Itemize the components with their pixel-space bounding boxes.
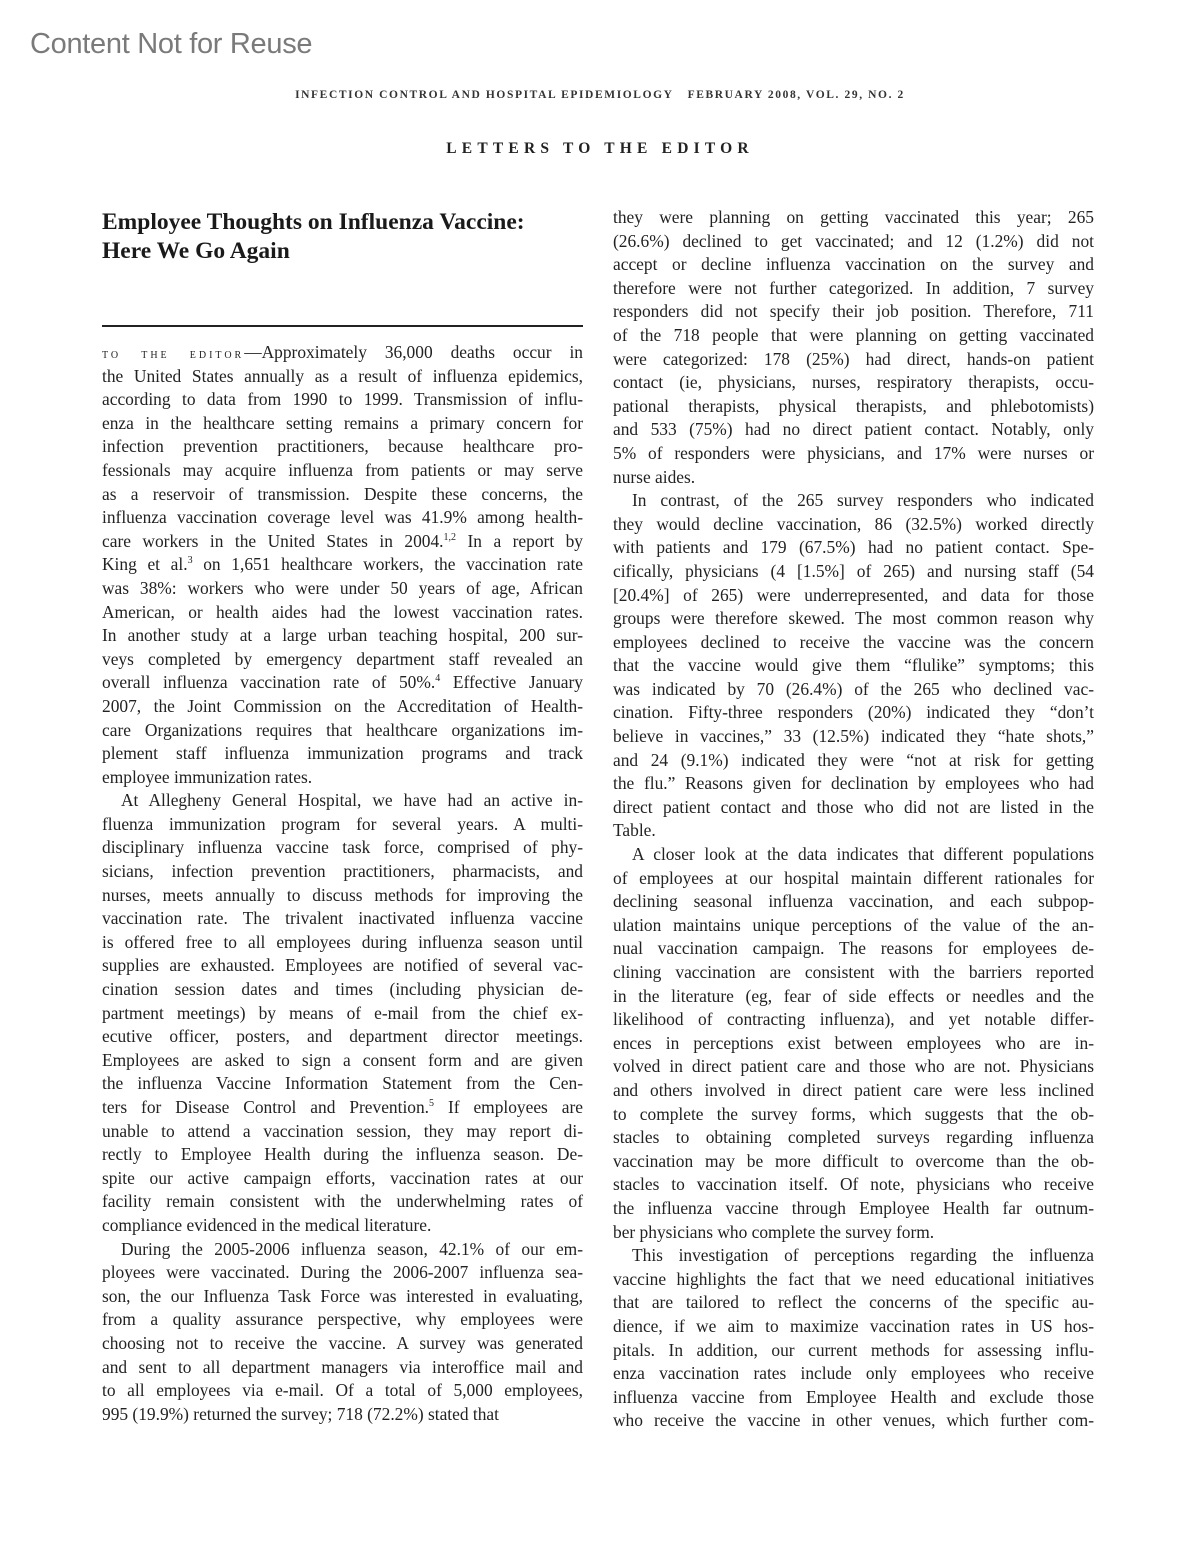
- text-line-content: pational therapists, physical therapists, and phlebotomists): [613, 395, 1094, 416]
- text-line-content: King et al.: [102, 554, 188, 575]
- text-line: [613, 1032, 1094, 1056]
- article-title-line-1: Employee Thoughts on Influenza Vaccine:: [102, 209, 525, 235]
- journal-name: INFECTION CONTROL AND HOSPITAL EPIDEMIOLOGY: [295, 89, 674, 101]
- text-line: [102, 954, 583, 978]
- text-line: [102, 719, 583, 743]
- text-line-content: employee immunization rates.: [102, 766, 313, 787]
- text-line: [613, 253, 1094, 277]
- text-line-content: facility remain consistent with the underwhelming rates of: [102, 1191, 583, 1212]
- text-line-content: and 24 (9.1%) indicated they were “not at risk for getting: [613, 749, 1094, 770]
- text-line-content: ences in perceptions exist between employees who are in-: [613, 1032, 1094, 1053]
- text-line-content: influenza vaccination coverage level was 41.9% among health-: [102, 507, 583, 528]
- text-line: [102, 1049, 583, 1073]
- text-line: [613, 371, 1094, 395]
- text-line-content: supplies are exhausted. Employees are notified of several vac-: [102, 955, 583, 976]
- text-line: [102, 766, 583, 790]
- text-line: [102, 624, 583, 648]
- text-line-content: choosing not to receive the vaccine. A survey was generated: [102, 1332, 583, 1353]
- text-line-content: A closer look at the data indicates that different populations: [632, 844, 1094, 865]
- text-line: [613, 1362, 1094, 1386]
- text-line-content: the influenza Vaccine Information Statement from the Cen-: [102, 1073, 583, 1094]
- text-line-content: of employees at our hospital maintain different rationales for: [613, 867, 1094, 888]
- text-line-content: Table.: [613, 820, 656, 841]
- text-line: [613, 584, 1094, 608]
- text-line-content: accept or decline influenza vaccination on the survey and: [613, 254, 1094, 275]
- text-line: [102, 1261, 583, 1285]
- text-line: [613, 489, 1094, 513]
- text-line: [613, 418, 1094, 442]
- text-line: [613, 300, 1094, 324]
- section-title: LETTERS TO THE EDITOR: [446, 140, 754, 157]
- text-line: [102, 577, 583, 601]
- text-line-content: 995 (19.9%) returned the survey; 718 (72.2%) stated that: [102, 1403, 499, 1424]
- text-line-content: they would decline vaccination, 86 (32.5%) worked directly: [613, 513, 1094, 534]
- text-line-content: stacles to obtaining completed surveys regarding influenza: [613, 1127, 1094, 1148]
- text-line: [613, 819, 1094, 843]
- text-line: [102, 553, 583, 577]
- text-line: [102, 1096, 583, 1120]
- text-line-content: groups were therefore skewed. The most common reason why: [613, 608, 1094, 629]
- left-column: [102, 341, 583, 1426]
- text-line-content: dience, if we aim to maximize vaccination rates in US hos-: [613, 1315, 1094, 1336]
- text-line: [102, 483, 583, 507]
- text-line: [102, 742, 583, 766]
- text-line: [102, 1167, 583, 1191]
- text-line: [613, 1339, 1094, 1363]
- text-line: [613, 466, 1094, 490]
- text-line-content: direct patient contact and those who did not are listed in the: [613, 796, 1094, 817]
- text-line: [102, 601, 583, 625]
- text-line-content: fessionals may acquire influenza from patients or may serve: [102, 459, 583, 480]
- text-line: [102, 1308, 583, 1332]
- text-line: [613, 1244, 1094, 1268]
- text-line: [102, 530, 583, 554]
- text-line-content: ployees were vaccinated. During the 2006-2007 influenza sea-: [102, 1262, 583, 1283]
- text-line: [613, 1008, 1094, 1032]
- text-line-content: [20.4%] of 265) were underrepresented, and data for those: [613, 584, 1094, 605]
- text-line-content: disciplinary influenza vaccine task force, comprised of phy-: [102, 837, 583, 858]
- text-line-content: vaccination may be more difficult to overcome than the ob-: [613, 1150, 1094, 1171]
- text-line-content: American, or health aides had the lowest vaccination rates.: [102, 601, 583, 622]
- text-line: [613, 560, 1094, 584]
- text-line: [102, 884, 583, 908]
- text-line-content: ecutive officer, posters, and department director meetings.: [102, 1026, 583, 1047]
- text-line-content: cifically, physicians (4 [1.5%] of 265) and nursing staff (54: [613, 560, 1094, 581]
- text-line: [613, 395, 1094, 419]
- text-line-content: nurse aides.: [613, 466, 696, 487]
- text-line-content: enza vaccination rates include only employees who receive: [613, 1363, 1094, 1384]
- text-line: [613, 1291, 1094, 1315]
- article-title-line-2: Here We Go Again: [102, 238, 290, 264]
- text-line-content: that are tailored to reflect the concerns of the specific au-: [613, 1292, 1094, 1313]
- text-line: [102, 1332, 583, 1356]
- text-line: [102, 907, 583, 931]
- text-line-content: the influenza vaccine through Employee Health far outnum-: [613, 1197, 1094, 1218]
- text-line-content: Employees are asked to sign a consent form and are given: [102, 1049, 583, 1070]
- text-line-content: If employees are: [434, 1097, 583, 1117]
- watermark: Content Not for Reuse: [30, 28, 313, 60]
- text-line: [613, 1126, 1094, 1150]
- text-line-content: care Organizations requires that healthcare organizations im-: [102, 719, 583, 740]
- text-line-content: partment meetings) by means of e-mail from the chief ex-: [102, 1002, 583, 1023]
- text-line-content: they were planning on getting vaccinated this year; 265: [613, 207, 1094, 227]
- text-line: [102, 671, 583, 695]
- text-line-content: rectly to Employee Health during the influenza season. De-: [102, 1144, 583, 1165]
- text-line: [613, 536, 1094, 560]
- text-line: [102, 1285, 583, 1309]
- text-line-content: to all employees via e-mail. Of a total of 5,000 employees,: [102, 1380, 583, 1401]
- text-line-content: enza in the healthcare setting remains a primary concern for: [102, 412, 583, 433]
- text-line-content: sicians, infection prevention practitioners, pharmacists, and: [102, 861, 583, 882]
- text-line: [613, 230, 1094, 254]
- text-line: [613, 348, 1094, 372]
- text-line-content: In contrast, of the 265 survey responders who indicated: [632, 490, 1094, 511]
- text-line: [613, 796, 1094, 820]
- citation-superscript: 3: [187, 555, 193, 567]
- text-line: [102, 1214, 583, 1238]
- text-line-content: During the 2005-2006 influenza season, 42.1% of our em-: [121, 1238, 583, 1259]
- text-line-content: declining seasonal influenza vaccination, and each subpop-: [613, 891, 1094, 912]
- text-line: [102, 1120, 583, 1144]
- text-line-content: son, the our Influenza Task Force was interested in evaluating,: [102, 1285, 583, 1306]
- text-line-content: according to data from 1990 to 1999. Transmission of influ-: [102, 389, 583, 410]
- text-line: [613, 1150, 1094, 1174]
- text-line-content: 5% of responders were physicians, and 17% were nurses or: [613, 442, 1094, 463]
- issue-info: FEBRUARY 2008, VOL. 29, NO. 2: [687, 89, 905, 101]
- text-line-content: was 38%: workers who were under 50 years of age, African: [102, 577, 583, 598]
- lead-in-smallcaps: to the editor: [102, 347, 245, 362]
- title-divider: [102, 325, 583, 327]
- text-line-content: contact (ie, physicians, nurses, respiratory therapists, occu-: [613, 372, 1094, 393]
- text-line-content: cination. Fifty-three responders (20%) indicated they “don’t: [613, 702, 1094, 723]
- text-line-content: compliance evidenced in the medical literature.: [102, 1214, 432, 1235]
- text-line: [613, 1055, 1094, 1079]
- text-line: [613, 985, 1094, 1009]
- text-line-content: infection prevention practitioners, because healthcare pro-: [102, 436, 583, 457]
- text-line: [613, 749, 1094, 773]
- text-line-content: unable to attend a vaccination session, they may report di-: [102, 1120, 583, 1141]
- text-line-content: therefore were not further categorized. In addition, 7 survey: [613, 277, 1094, 298]
- text-line: [613, 1221, 1094, 1245]
- text-line-content: nual vaccination campaign. The reasons for employees de-: [613, 938, 1094, 959]
- text-line-content: in the literature (eg, fear of side effects or needles and the: [613, 985, 1094, 1006]
- text-line: [613, 678, 1094, 702]
- text-line-content: likelihood of contracting influenza), and yet notable differ-: [613, 1009, 1094, 1030]
- text-line-content: of the 718 people that were planning on getting vaccinated: [613, 324, 1094, 345]
- text-line: [102, 695, 583, 719]
- text-line-content: —Approximately 36,000 deaths occur in: [244, 342, 583, 362]
- text-line: [102, 1002, 583, 1026]
- text-line: [102, 978, 583, 1002]
- citation-superscript: 4: [435, 673, 441, 685]
- text-line: [613, 867, 1094, 891]
- text-line-content: who receive the vaccine in other venues, which further com-: [613, 1410, 1094, 1431]
- text-line-content: and sent to all department managers via interoffice mail and: [102, 1356, 583, 1377]
- text-line-content: the United States annually as a result of influenza epidemics,: [102, 365, 583, 386]
- text-line: [102, 836, 583, 860]
- text-line-content: care workers in the United States in 2004.: [102, 530, 444, 551]
- text-line: [613, 1409, 1094, 1433]
- text-line: [102, 1025, 583, 1049]
- text-line: [613, 1386, 1094, 1410]
- text-line: [613, 843, 1094, 867]
- text-line-content: ulation maintains unique perceptions of the value of the an-: [613, 914, 1094, 935]
- text-line: [102, 1190, 583, 1214]
- text-line-content: and others involved in direct patient care were less inclined: [613, 1079, 1094, 1100]
- text-line-content: influenza vaccine from Employee Health and exclude those: [613, 1386, 1094, 1407]
- text-line-content: the flu.” Reasons given for declination by employees who had: [613, 773, 1094, 794]
- text-line-content: volved in direct patient care and those who are not. Physicians: [613, 1056, 1094, 1077]
- text-line: [613, 725, 1094, 749]
- text-line: [613, 1268, 1094, 1292]
- text-line: [613, 1103, 1094, 1127]
- text-line-content: spite our active campaign efforts, vaccination rates at our: [102, 1167, 583, 1188]
- text-line-content: In a report by: [456, 530, 584, 551]
- text-line: [613, 937, 1094, 961]
- text-line-content: (26.6%) declined to get vaccinated; and 12 (1.2%) did not: [613, 230, 1094, 251]
- text-line: [102, 1379, 583, 1403]
- text-line-content: At Allegheny General Hospital, we have had an active in-: [121, 790, 583, 811]
- text-line: [102, 789, 583, 813]
- text-line-content: stacles to vaccination itself. Of note, physicians who receive: [613, 1174, 1094, 1195]
- text-line-content: responders did not specify their job position. Therefore, 711: [613, 301, 1094, 322]
- text-line-content: overall influenza vaccination rate of 50%.: [102, 672, 436, 693]
- text-line-content: from a quality assurance perspective, why employees were: [102, 1309, 583, 1330]
- text-line: [613, 631, 1094, 655]
- text-line: [102, 1072, 583, 1096]
- text-line: [102, 648, 583, 672]
- text-line: [102, 506, 583, 530]
- text-line-content: is offered free to all employees during influenza season until: [102, 931, 583, 952]
- text-line: [613, 914, 1094, 938]
- text-line: [613, 206, 1094, 230]
- text-line-content: as a reservoir of transmission. Despite these concerns, the: [102, 483, 583, 504]
- text-line: [613, 1315, 1094, 1339]
- text-line: [613, 1173, 1094, 1197]
- text-line: [613, 513, 1094, 537]
- text-line: [613, 701, 1094, 725]
- running-head: [0, 89, 1200, 101]
- text-line-content: that the vaccine would give them “flulike” symptoms; this: [613, 655, 1094, 676]
- text-line: [613, 890, 1094, 914]
- text-line-content: were categorized: 178 (25%) had direct, hands-on patient: [613, 348, 1094, 369]
- text-line-content: pitals. In addition, our current methods for assessing influ-: [613, 1339, 1094, 1360]
- text-line-content: employees declined to receive the vaccine was the concern: [613, 631, 1094, 652]
- text-line-content: ters for Disease Control and Prevention.: [102, 1097, 430, 1117]
- text-line-content: vaccine highlights the fact that we need educational initiatives: [613, 1268, 1094, 1289]
- text-line: [102, 1143, 583, 1167]
- text-line-content: vaccination rate. The trivalent inactivated influenza vaccine: [102, 908, 583, 929]
- right-column: [613, 206, 1094, 1433]
- text-line: [102, 1238, 583, 1262]
- text-line-content: Effective January: [440, 672, 583, 693]
- text-line: [613, 324, 1094, 348]
- text-line: [102, 813, 583, 837]
- citation-superscript: 1,2: [443, 531, 457, 543]
- text-line: [102, 388, 583, 412]
- text-line: [613, 1197, 1094, 1221]
- text-line: [102, 435, 583, 459]
- text-line-content: and 533 (75%) had no direct patient contact. Notably, only: [613, 419, 1094, 440]
- text-line: [102, 1356, 583, 1380]
- text-line-content: In another study at a large urban teaching hospital, 200 sur-: [102, 625, 583, 646]
- text-line-content: plement staff influenza immunization programs and track: [102, 743, 583, 764]
- text-line: [102, 1403, 583, 1427]
- text-line: [102, 860, 583, 884]
- text-line: [102, 931, 583, 955]
- text-line: [613, 961, 1094, 985]
- text-line: [102, 365, 583, 389]
- text-line-content: was indicated by 70 (26.4%) of the 265 who declined vac-: [613, 678, 1094, 699]
- text-line: [613, 772, 1094, 796]
- text-line: [613, 654, 1094, 678]
- text-line: [613, 442, 1094, 466]
- article-title: [102, 208, 582, 266]
- text-line: [102, 459, 583, 483]
- text-line-content: nurses, meets annually to discuss methods for improving the: [102, 884, 583, 905]
- text-line-content: This investigation of perceptions regarding the influenza: [632, 1245, 1094, 1266]
- text-line-content: to complete the survey forms, which suggests that the ob-: [613, 1103, 1094, 1124]
- text-line-content: on 1,651 healthcare workers, the vaccination rate: [192, 554, 583, 575]
- text-line-content: fluenza immunization program for several years. A multi-: [102, 813, 583, 834]
- text-line: [102, 412, 583, 436]
- text-line: [613, 1079, 1094, 1103]
- text-line-content: ber physicians who complete the survey form.: [613, 1221, 935, 1242]
- text-line-content: clining vaccination are consistent with the barriers reported: [613, 962, 1094, 982]
- text-line-content: with patients and 179 (67.5%) had no patient contact. Spe-: [613, 537, 1094, 558]
- text-line-content: 2007, the Joint Commission on the Accreditation of Health-: [102, 695, 583, 716]
- text-line-content: cination session dates and times (including physician de-: [102, 979, 583, 1000]
- text-line-content: veys completed by emergency department staff revealed an: [102, 648, 583, 669]
- citation-superscript: 5: [429, 1098, 435, 1109]
- text-line: [613, 277, 1094, 301]
- text-line-content: believe in vaccines,” 33 (12.5%) indicated they “hate shots,”: [613, 726, 1094, 747]
- text-line: [102, 341, 583, 365]
- text-line: [613, 607, 1094, 631]
